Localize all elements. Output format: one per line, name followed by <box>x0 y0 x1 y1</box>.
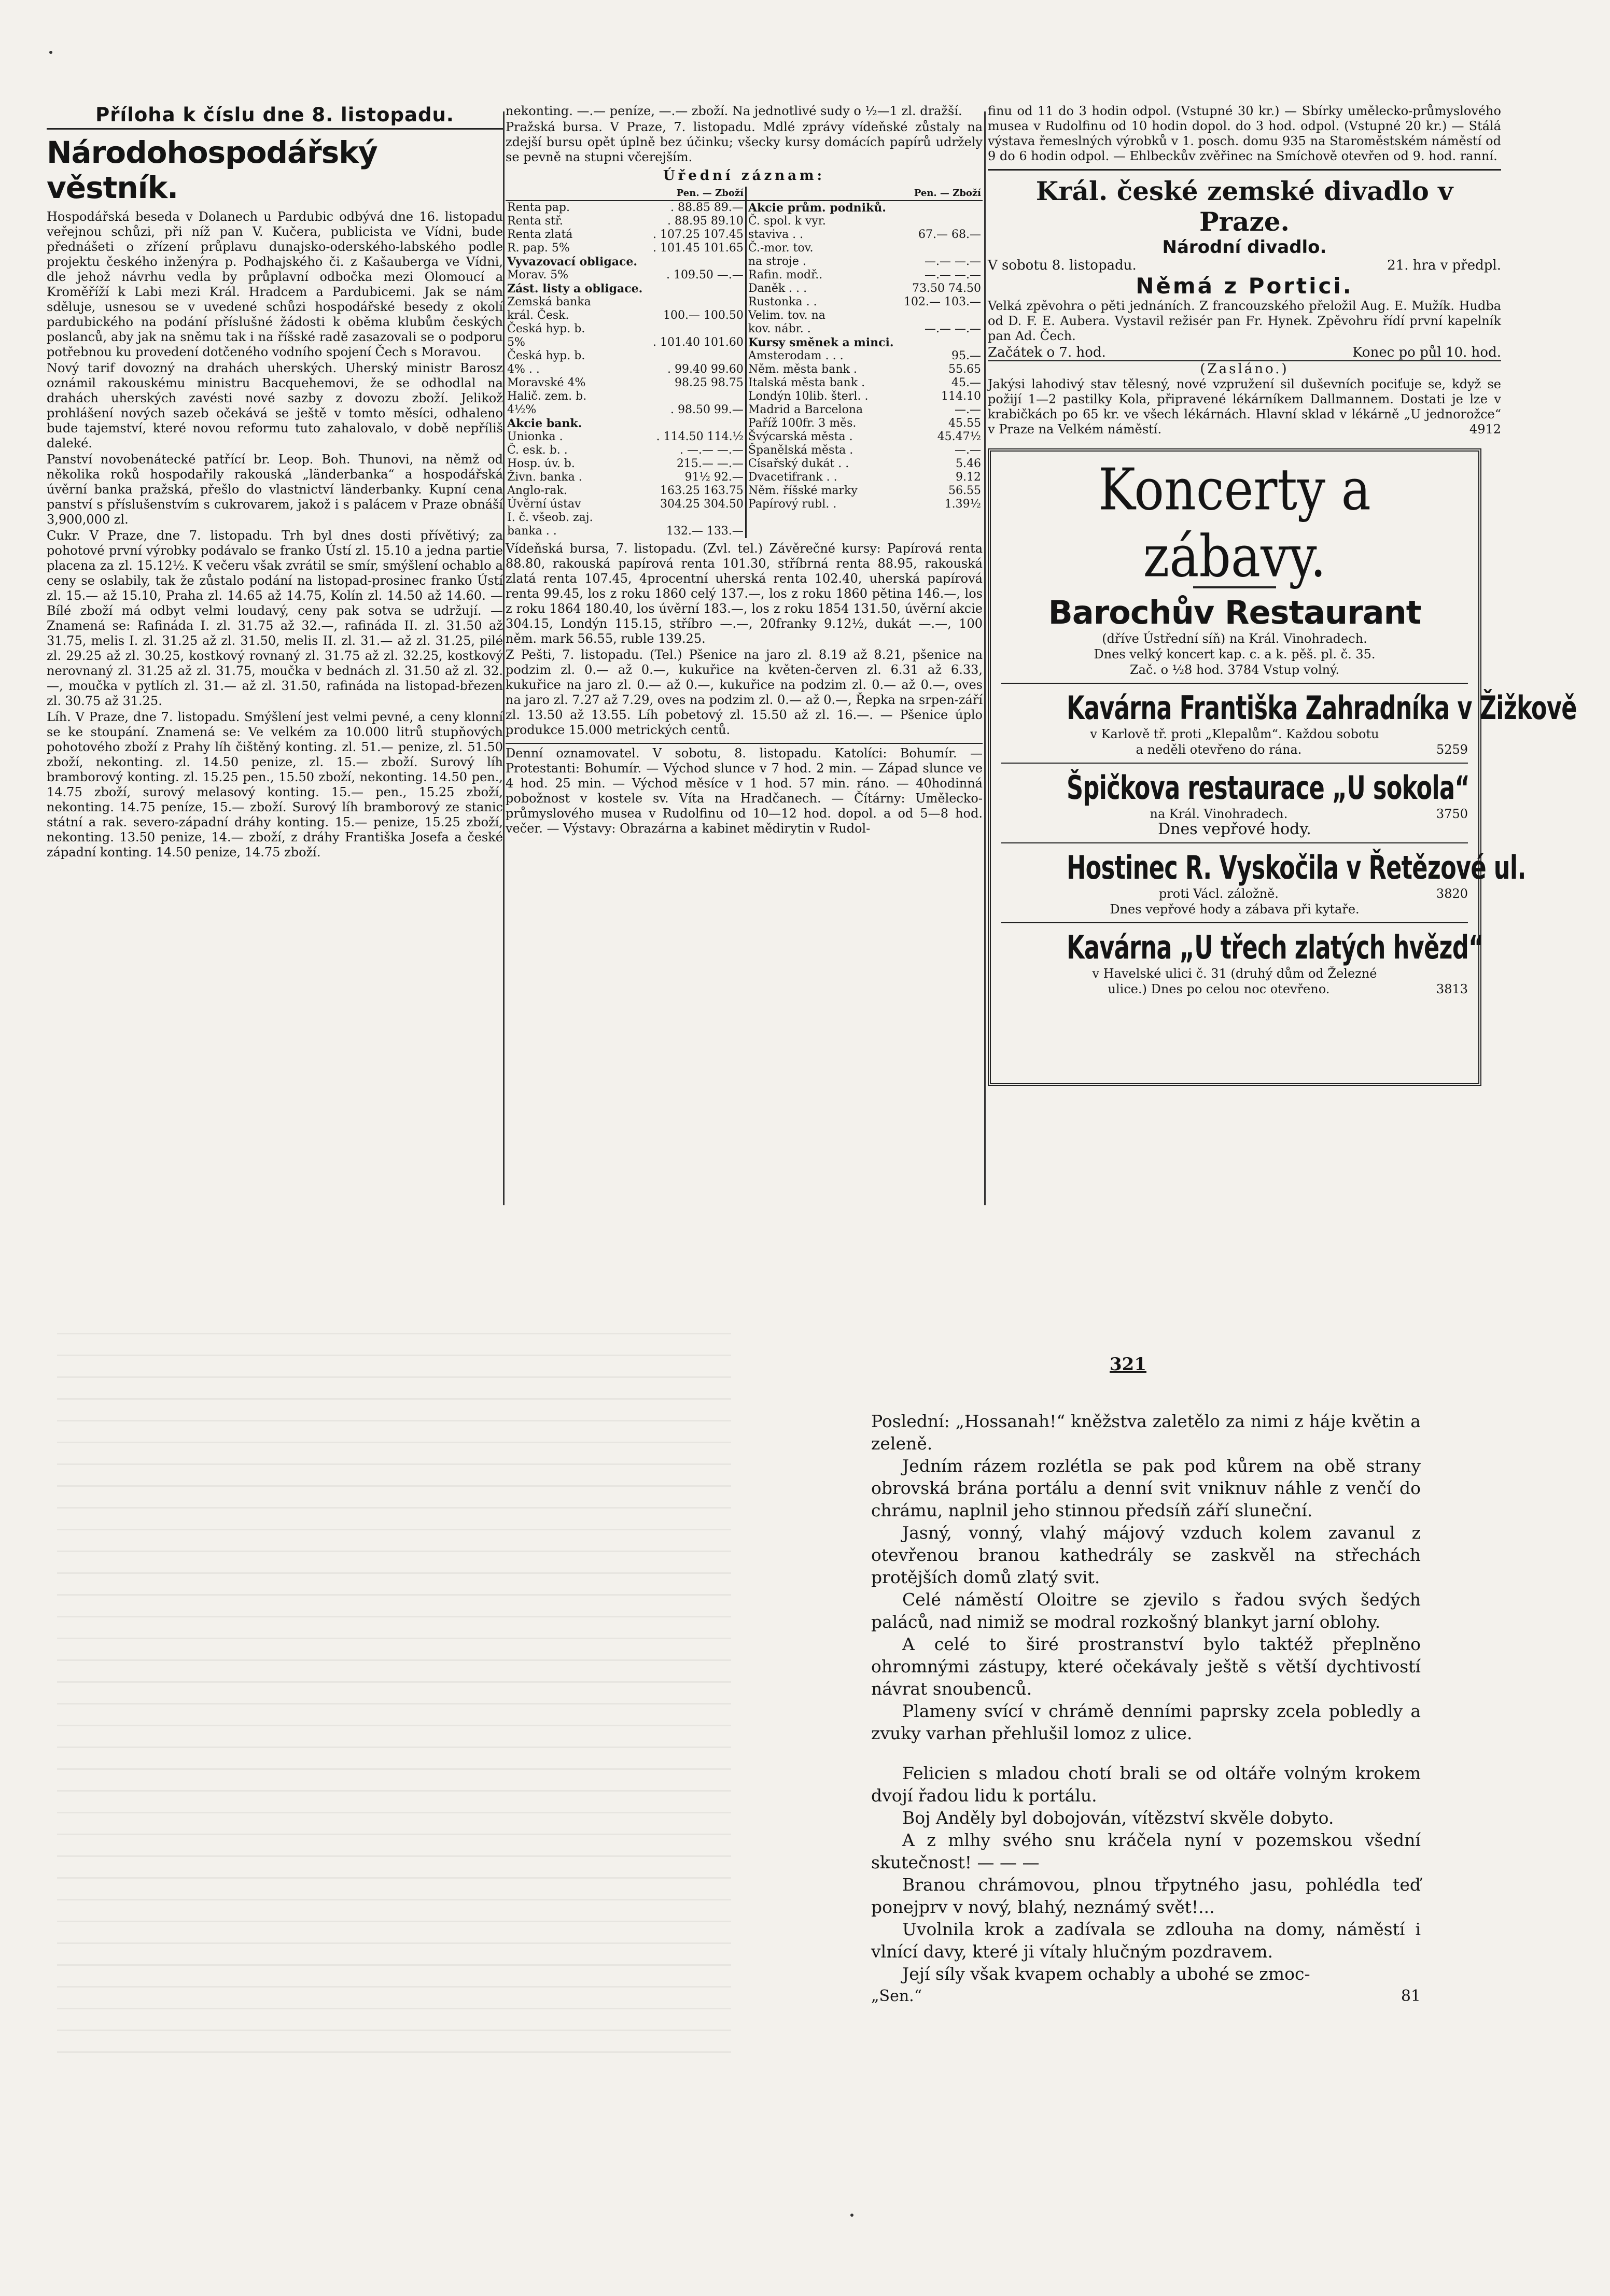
table-cell: Císařský dukát . . <box>748 457 849 470</box>
ad-line: (dříve Ústřední síň) na Král. Vinohradech. <box>1102 631 1367 646</box>
table-cell <box>900 336 983 349</box>
ad-line: v Karlově tř. proti „Klepalům“. Každou sobotu <box>1090 727 1379 741</box>
table-cell: Anglo-rak. <box>507 484 567 497</box>
performance-number: 21. hra v předpl. <box>1387 258 1501 273</box>
bourse-paragraph: Pražská bursa. V Praze, 7. listopadu. Mdlé zprávy vídeňské zůstaly na zdejší bursu opět úplně bez účinku; všecky kursy domácích papírů udržely se pevně na stupni včerejším. <box>506 120 983 164</box>
table-cell <box>648 282 746 295</box>
signature: „Sen.“ <box>871 1987 922 2005</box>
time-row <box>988 345 1501 361</box>
table-cell: . 109.50 —.— <box>648 269 746 282</box>
column-header: Pen. — Zboží <box>900 187 983 201</box>
table-row <box>506 322 983 336</box>
table-cell: 56.55 <box>948 484 981 497</box>
performance-row <box>988 258 1501 273</box>
page-number: 321 <box>1110 1354 1146 1375</box>
table-cell: staviva . . <box>748 228 804 241</box>
article-paragraph: Panství novobenátecké patřící br. Leop. Boh. Thunovi, na němž od několika roků hospodařily rakouská „länderbanka“ a hospodářská úvěrní banka pražská, přešlo do vlastnictví länderbanky. Kupní cena panství s příslušenstvím s cukrovarem, jakož i s palácem v Praze obnáší 3,900,000 zl. <box>47 452 503 527</box>
performance-date: V sobotu 8. listopadu. <box>988 258 1137 273</box>
ad-number: 5259 <box>1436 742 1468 757</box>
story-footer <box>871 1987 1421 2005</box>
ad-line <box>1001 742 1468 757</box>
table-cell: 215.— —.— <box>648 457 746 471</box>
play-title: Němá z Portici. <box>1136 273 1353 299</box>
table-cell <box>648 349 746 363</box>
ad-name: Barochův Restaurant <box>1048 594 1421 631</box>
story-paragraph: Jedním rázem rozlétla se pak pod kůrem na obě strany obrovská brána portálu a denní svit vniknuv náhle z venčí do chrámu, naplnil jeho stinnou předsíň září sluneční. <box>871 1456 1421 1520</box>
table-cell: 132.— 133.— <box>648 525 746 538</box>
table-cell: Morav. 5% <box>507 269 569 281</box>
table-cell <box>648 295 746 309</box>
footer-number: 81 <box>1401 1987 1421 2005</box>
story <box>871 1410 1421 2005</box>
table-row <box>506 255 983 269</box>
ad-name: Hostinec R. Vyskočila v Řetězové ul. <box>1067 849 1526 886</box>
ad-line: Dnes vepřové hody a zábava při kytaře. <box>1110 902 1360 917</box>
table-cell <box>648 511 746 525</box>
rates-table <box>506 187 983 538</box>
table-cell: . 101.45 101.65 <box>648 242 746 255</box>
table-cell: Dvacetifrank . . <box>748 471 837 484</box>
table-row <box>506 349 983 363</box>
table-header-row <box>506 187 983 201</box>
spacer <box>871 1744 1421 1762</box>
table-row <box>506 484 983 498</box>
table-cell: 5.46 <box>956 457 981 470</box>
ad-number: 3784 <box>1227 663 1259 677</box>
table-cell <box>648 322 746 336</box>
end-time: Konec po půl 10. hod. <box>1352 345 1501 360</box>
ad-text: Vstup volný. <box>1263 663 1340 677</box>
table-cell: Živn. banka . <box>507 471 582 484</box>
middle-column <box>506 104 983 837</box>
table-cell: Akcie prům. podniků. <box>748 201 886 215</box>
table-cell: 9.12 <box>956 471 981 484</box>
ad-line: Dnes velký koncert kap. c. a k. pěš. pl. č. 35. <box>1094 647 1376 661</box>
table-cell: Zást. listy a obligace. <box>507 282 643 295</box>
play-paragraph: Velká zpěvohra o pěti jednáních. Z francouzského přeložil Aug. E. Mužík. Hudba od D. F. E. Aubera. Vystavil režisér pan Fr. Hynek. Zpěvohru řídí první kapelník pan Ad. Čech. <box>988 299 1501 343</box>
table-cell: . 88.95 89.10 <box>648 215 746 228</box>
table-cell: Velim. tov. na <box>748 309 825 322</box>
ad-number: 3750 <box>1436 807 1468 821</box>
story-paragraph: Celé náměstí Oloitre se zjevilo s řadou svých šedých paláců, nad nimiž se modral rozkošný blankyt jarní oblohy. <box>871 1589 1421 1632</box>
story-paragraph: Poslední: „Hossanah!“ kněžstva zaletělo za nimi z háje květin a zeleně. <box>871 1411 1421 1454</box>
bleed-through <box>57 1327 731 2053</box>
table-row <box>506 336 983 349</box>
table-cell <box>648 390 746 403</box>
ad-name: Kavárna „U třech zlatých hvězd“ <box>1067 928 1483 966</box>
section-heading: Národohospodářský věstník. <box>47 135 377 205</box>
ad-name: Kavárna Františka Zahradníka v Žižkově <box>1067 689 1577 727</box>
table-cell: Španělská města . <box>748 444 853 457</box>
table-cell: Něm. města bank . <box>748 363 857 376</box>
ad-line <box>1001 886 1468 902</box>
table-row <box>506 525 983 538</box>
table-cell: 1.39½ <box>944 498 981 511</box>
table-row <box>506 471 983 484</box>
table-cell: Č. esk. b. . <box>507 444 568 457</box>
table-cell <box>900 511 983 525</box>
table-cell: Kursy směnek a minci. <box>748 336 894 349</box>
ad-line: v Havelské ulici č. 31 (druhý dům od Železné <box>1092 966 1377 981</box>
table-cell: —.— <box>955 444 981 457</box>
table-cell: na stroje . <box>748 255 806 268</box>
table-cell: 4% . . <box>507 363 540 376</box>
table-cell <box>900 525 983 538</box>
table-row <box>506 417 983 430</box>
table-cell: Renta stř. <box>507 215 563 228</box>
table-cell <box>648 255 746 269</box>
table-cell: I. č. všeob. zaj. <box>507 511 593 524</box>
table-cell: Švýcarská města . <box>748 430 853 443</box>
table-row <box>506 295 983 309</box>
table-cell: Halič. zem. b. <box>507 390 587 403</box>
story-paragraph: Uvolnila krok a zadívala se zdlouha na domy, náměstí i vlnící davy, které ji vítaly hlučným pozdravem. <box>871 1919 1421 1962</box>
ads-box <box>988 448 1577 1086</box>
ad-text: a neděli otevřeno do rána. <box>1136 742 1302 757</box>
table-cell: . 114.50 114.½ <box>648 430 746 444</box>
article-paragraph: Hospodářská beseda v Dolanech u Pardubic odbývá dne 16. listopadu veřejnou schůzi, při níž pan V. Kučera, publicista ve Vídni, bude přednášeti o zřízení průplavu dunajsko-oderského-labského podle projektu českého inženýra p. Podhajského či. z Kašauberga ve Vídni, dle jehož návrhu vedla by průplavní odbočka mezi Olomoucí a Kroměříží k Labi mezi Král. Hradcem a Pardubicemi. Jak se nám sděluje, usnesou se v uvedené schůzi hospodářské besedy z okolí pardubického na podání příslušné žádosti k oběma klubům českých poslanců, aby jak na sněmu tak i na říšské radě zasazovali se o podporu potřebnou ku provedení dotčeného vodního spojení Čech s Moravou. <box>47 209 503 359</box>
table-cell: 67.— 68.— <box>918 228 981 241</box>
article-paragraph: Cukr. V Praze, dne 7. listopadu. Trh byl dnes dosti přívětivý; za pohotové první výrobky podávalo se franko Ústí zl. 15.10 a jedna partie placena za zl. 15.12½. K večeru však zvrátil se smír, smýšlení ochablo a ceny se oslabily, tak že zůstalo podání na listopad-prosinec franko Ústí zl. 15.— až 15.10, Praha zl. 14.65 až 14.75, Kolín zl. 14.50 až 14.60. — Bílé zboží má odbyt velmi loudavý, ceny pak sotva se udržují. — Znamená se: Rafináda I. zl. 31.75 až 32.—, rafináda II. zl. 31.50 až 31.75, melis I. zl. 31.25 až zl. 31.50, melis II. zl. 31.— až zl. 31.25, pilé zl. 29.25 až zl. 30.25, kostkový rovnaný zl. 31.75 až zl. 32.25, kostkový nerovnaný zl. 31.25 až zl. 31.75, moučka v bednách zl. 31.50 až zl. 32.—, moučka v pytlích zl. 31.— až zl. 31.50, rafináda na listopad-březen zl. 30.75 až 31.25. <box>47 528 503 708</box>
notice-text: Jakýsi lahodivý stav tělesný, nové vzpružení sil duševních pociťuje se, když se požijí 1—2 pastilky Kola, připravené lékárníkem Dallmannem. Dostati je lze v krabičkách po 65 kr. ve všech lékárnách. Hlavní sklad v lékárně „U jednorožce“ v Praze na Velkém náměstí. <box>988 377 1501 436</box>
table-cell: Renta pap. <box>507 201 570 214</box>
notice-number: 4912 <box>1469 422 1501 436</box>
start-time: Začátek o 7. hod. <box>988 345 1106 360</box>
table-cell: 55.65 <box>948 363 981 376</box>
table-row <box>506 457 983 471</box>
intro-paragraph: nekonting. —.— peníze, —.— zboží. Na jednotlivé sudy o ½—1 zl. dražší. <box>506 104 962 118</box>
pest-paragraph: Z Pešti, 7. listopadu. (Tel.) Pšenice na jaro zl. 8.19 až 8.21, pšenice na podzim zl. 0.— až 0.—, kukuřice na květen-červen zl. 6.31 až 6.33, kukuřice na jaro zl. 0.— až 0.—, kukuřice na podzim zl. 0.— až 0.—, oves na jaro zl. 7.27 až 7.29, oves na podzim zl. 0.— až 0.—, Řepka na srpen-září zl. 13.50 až 13.55. Líh pobetový zl. 15.50 až zl. 16.—. — Pšenice úplo produkce 15.000 metrických centů. <box>506 647 983 737</box>
table-cell: 98.25 98.75 <box>648 376 746 390</box>
table-row <box>506 430 983 444</box>
table-row <box>506 444 983 457</box>
column-rule <box>503 111 505 1205</box>
table-cell: 163.25 163.75 <box>648 484 746 498</box>
table-cell: Moravské 4% <box>507 376 586 389</box>
table-cell: 5% <box>507 336 525 349</box>
supplement-title: Příloha k číslu dne 8. listopadu. <box>47 104 503 130</box>
table-row <box>506 269 983 282</box>
table-cell: 45.55 <box>948 417 981 430</box>
table-cell: Renta zlatá <box>507 228 573 241</box>
table-cell: Madrid a Barcelona <box>748 403 863 416</box>
table-cell: král. Česk. <box>507 309 569 322</box>
table-cell: Něm. říšské marky <box>748 484 858 497</box>
divider <box>1001 683 1468 684</box>
speck <box>49 51 52 54</box>
table-cell: 114.10 <box>941 390 981 403</box>
left-column <box>47 104 503 861</box>
table-cell: Italská města bank . <box>748 376 865 389</box>
table-cell: 95.— <box>951 349 981 362</box>
story-paragraph: A celé to širé prostranství bylo taktéž přeplněno ohromnými zástupy, které očekávaly ještě s větší dychtivostí návrat snoubenců. <box>871 1634 1421 1699</box>
ad-text: ulice.) Dnes po celou noc otevřeno. <box>1108 982 1330 996</box>
story-paragraph: Její síly však kvapem ochably a ubohé se zmoc- <box>902 1964 1310 1984</box>
table-cell: banka . . <box>507 525 557 538</box>
table-cell: . 98.50 99.— <box>648 403 746 417</box>
table-cell: Vyvazovací obligace. <box>507 255 638 269</box>
table-row <box>506 215 983 228</box>
table-cell: 102.— 103.— <box>904 295 981 308</box>
ad-line <box>1001 806 1468 822</box>
article-paragraph: Nový tarif dovozný na drahách uherských. Uherský ministr Barosz oznámil rakouskému ministru Bacquehemovi, že se odhodlal na drahách uherských zavésti nové sazby z dovozu zboží. Jelikož prohlášení nových sazeb očekává se ještě v tomto měsíci, odhaleno bude tajemství, které novou reformu tuto zahalovalo, v době nepříliš daleké. <box>47 361 503 450</box>
table-row <box>506 498 983 511</box>
table-cell <box>900 201 983 215</box>
table-cell: Unionka . <box>507 430 563 443</box>
table-cell: Česká hyp. b. <box>507 322 585 335</box>
ad-number: 3820 <box>1436 886 1468 901</box>
table-cell: Paříž 100fr. 3 měs. <box>748 417 857 430</box>
table-cell <box>648 417 746 430</box>
notice-paragraph <box>988 377 1501 437</box>
divider <box>1001 842 1468 843</box>
table-cell: R. pap. 5% <box>507 242 570 255</box>
table-cell: —.— <box>955 403 981 416</box>
story-paragraph: Branou chrámovou, plnou třpytného jasu, pohlédla teď ponejprv v nový, blahý, neznámý svět!... <box>871 1875 1421 1917</box>
ad-text: na Král. Vinohradech. <box>1150 807 1288 821</box>
story-paragraph: Plameny svící v chrámě denními paprsky zcela pobledly a zvuky varhan přehlušil lomoz z ulice. <box>871 1701 1421 1743</box>
table-cell: Rustonka . . <box>748 295 817 308</box>
daily-paragraph: Denní oznamovatel. V sobotu, 8. listopadu. Katolíci: Bohumír. — Protestanti: Bohumír. — Východ slunce v 7 hod. 2 min. — Západ slunce ve 4 hod. 25 min. — Východ měsíce v 1 hod. 57 min. ráno. — 40hodinná pobožnost v kostele sv. Víta na Hradčanech. — Čítárny: Umělecko-průmyslového musea v Rudolfinu od 10—12 hod. dopol. a od 5—8 hod. večer. — Výstavy: Obrazárna a kabinet mědirytin v Rudol- <box>506 746 983 836</box>
divider <box>1001 763 1468 764</box>
table-cell: Londýn 10lib. šterl. . <box>748 390 869 403</box>
table-cell <box>900 215 983 228</box>
rates-body <box>506 201 983 538</box>
table-cell: Česká hyp. b. <box>507 349 585 362</box>
table-cell <box>900 309 983 322</box>
table-cell: 45.47½ <box>937 430 981 443</box>
table-cell: —.— —.— <box>925 269 981 281</box>
table-cell: Rafin. modř.. <box>748 269 823 281</box>
table-cell: 91½ 92.— <box>648 471 746 484</box>
article-paragraph: Líh. V Praze, dne 7. listopadu. Smýšlení jest velmi pevné, a ceny klonní se ke stoupání. Znamená se: Ve velkém za 10.000 litrů stupňových pohotového zboží z Prahy líh čištěný konting. zl. 51.— penize, zl. 51.50 zboží, nekonting. zl. 14.50 penize, zl. 15.— zboží. Surový líh bramborový konting. zl. 15.25 pen., 15.50 zboží, nekonting. 14.50 pen., 14.75 zboží, surový melasový konting. 15.— pen., 15.25 zboží, nekonting. 14.75 peníze, 15.— zboží. Surový líh bramborový ze stanic státní a rak. severo-západní dráhy konting. 15.— penize, 15.25 zboží, nekonting. 13.50 penize, 14.— zboží, z dráhy Františka Josefa a české západní konting. 14.50 penize, 14.75 zboží. <box>47 710 503 860</box>
ad-name: Špičkova restaurace „U sokola“ <box>1067 769 1470 807</box>
table-cell: . 101.40 101.60 <box>648 336 746 349</box>
ads-heading: Koncerty a zábavy. <box>1098 456 1371 590</box>
table-row <box>506 403 983 417</box>
ad-text: proti Václ. záložně. <box>1158 886 1279 901</box>
table-row <box>506 390 983 403</box>
table-cell: . —.— —.— <box>648 444 746 457</box>
vienna-paragraph: Vídeňská bursa, 7. listopadu. (Zvl. tel.) Závěrečné kursy: Papírová renta 88.80, rakouská papírová renta 101.30, stříbrná renta 88.95, rakouská zlatá renta 107.45, 4procentní uherská renta 102.40, uherská papírová renta 99.45, los z roku 1860 celý 137.—, los z roku 1860 pětina 146.—, los z roku 1864 180.40, los úvěrní 183.—, los z roku 1854 131.50, úvěrní akcie 304.15, Londýn 115.15, stříbro —.—, 20franky 9.12½, dukát —.—, 100 něm. mark 56.55, ruble 139.25. <box>506 541 983 646</box>
divider <box>506 743 983 744</box>
story-paragraph: Boj Anděly byl dobojován, vítězství skvěle dobyto. <box>902 1808 1334 1828</box>
table-cell: —.— —.— <box>925 255 981 268</box>
table-row <box>506 376 983 390</box>
story-paragraph: Jasný, vonný, vlahý májový vzduch kolem zavanul z otevřenou branou kathedrály se zaskvěl na střechách protějších domů zlatý svit. <box>871 1523 1421 1587</box>
table-cell: Hosp. úv. b. <box>507 457 575 470</box>
theatre-title: Král. české zemské divadlo v Praze. <box>988 169 1501 237</box>
table-cell: . 107.25 107.45 <box>648 228 746 242</box>
table-cell: 73.50 74.50 <box>912 282 981 295</box>
table-cell <box>900 242 983 255</box>
table-cell: Úvěrní ústav <box>507 498 581 511</box>
table-row <box>506 363 983 376</box>
table-cell: Daněk . . . <box>748 282 807 295</box>
notice-label: (Zasláno.) <box>1200 361 1289 377</box>
table-cell: Č. spol. k vyr. <box>748 215 826 228</box>
table-row <box>506 228 983 242</box>
table-cell: 45.— <box>951 376 981 389</box>
table-cell: Papírový rubl. . <box>748 498 837 511</box>
rates-caption: Úřední záznam: <box>663 168 825 184</box>
story-paragraph: A z mlhy svého snu kráčela nyní v pozemskou všední skutečnost! — — — <box>871 1830 1421 1872</box>
table-cell: kov. nábr. . <box>748 322 811 335</box>
right-column <box>988 104 1577 1086</box>
table-cell: 4½% <box>507 403 537 416</box>
table-cell: Amsterodam . . . <box>748 349 844 362</box>
table-cell: 304.25 304.50 <box>648 498 746 511</box>
table-cell <box>746 511 900 525</box>
table-row <box>506 201 983 215</box>
ad-line <box>1001 981 1468 997</box>
table-cell: . 99.40 99.60 <box>648 363 746 376</box>
table-row <box>506 511 983 525</box>
table-cell: —.— —.— <box>925 322 981 335</box>
ad-number: 3813 <box>1436 982 1468 996</box>
table-cell: Č.-mor. tov. <box>748 242 814 255</box>
divider <box>1001 922 1468 923</box>
table-row <box>506 309 983 322</box>
table-cell <box>746 525 900 538</box>
table-cell: Zemská banka <box>507 295 591 308</box>
column-rule <box>984 111 986 1205</box>
ad-text: Zač. o ½8 hod. <box>1129 663 1224 677</box>
ad-line <box>1001 662 1468 678</box>
column-header: Pen. — Zboží <box>648 187 746 201</box>
speck <box>850 2214 853 2217</box>
table-row <box>506 242 983 255</box>
table-cell: . 88.85 89.— <box>648 201 746 215</box>
table-row <box>506 282 983 295</box>
theatre-subtitle: Národní divadlo. <box>1162 237 1327 258</box>
table-cell: 100.— 100.50 <box>648 309 746 322</box>
museum-paragraph: finu od 11 do 3 hodin odpol. (Vstupné 30 kr.) — Sbírky umělecko-průmyslového musea v Rudolfinu od 10 hodin dopol. do 3 hod. odpol. (Vstupné 20 kr.) — Stálá výstava řemeslných výrobků v 1. posch. domu 935 na Staroměstském náměstí od 9 do 6 hodin odpol. — Ehlbeckův zvěřinec na Smíchově otevřen od 9. hod. ranní. <box>988 104 1501 163</box>
ad-line: Dnes vepřové hody. <box>1158 820 1311 838</box>
table-cell: Akcie bank. <box>507 417 582 430</box>
story-paragraph: Felicien s mladou chotí brali se od oltáře volným krokem dvojí řadou lidu k portálu. <box>871 1763 1421 1806</box>
